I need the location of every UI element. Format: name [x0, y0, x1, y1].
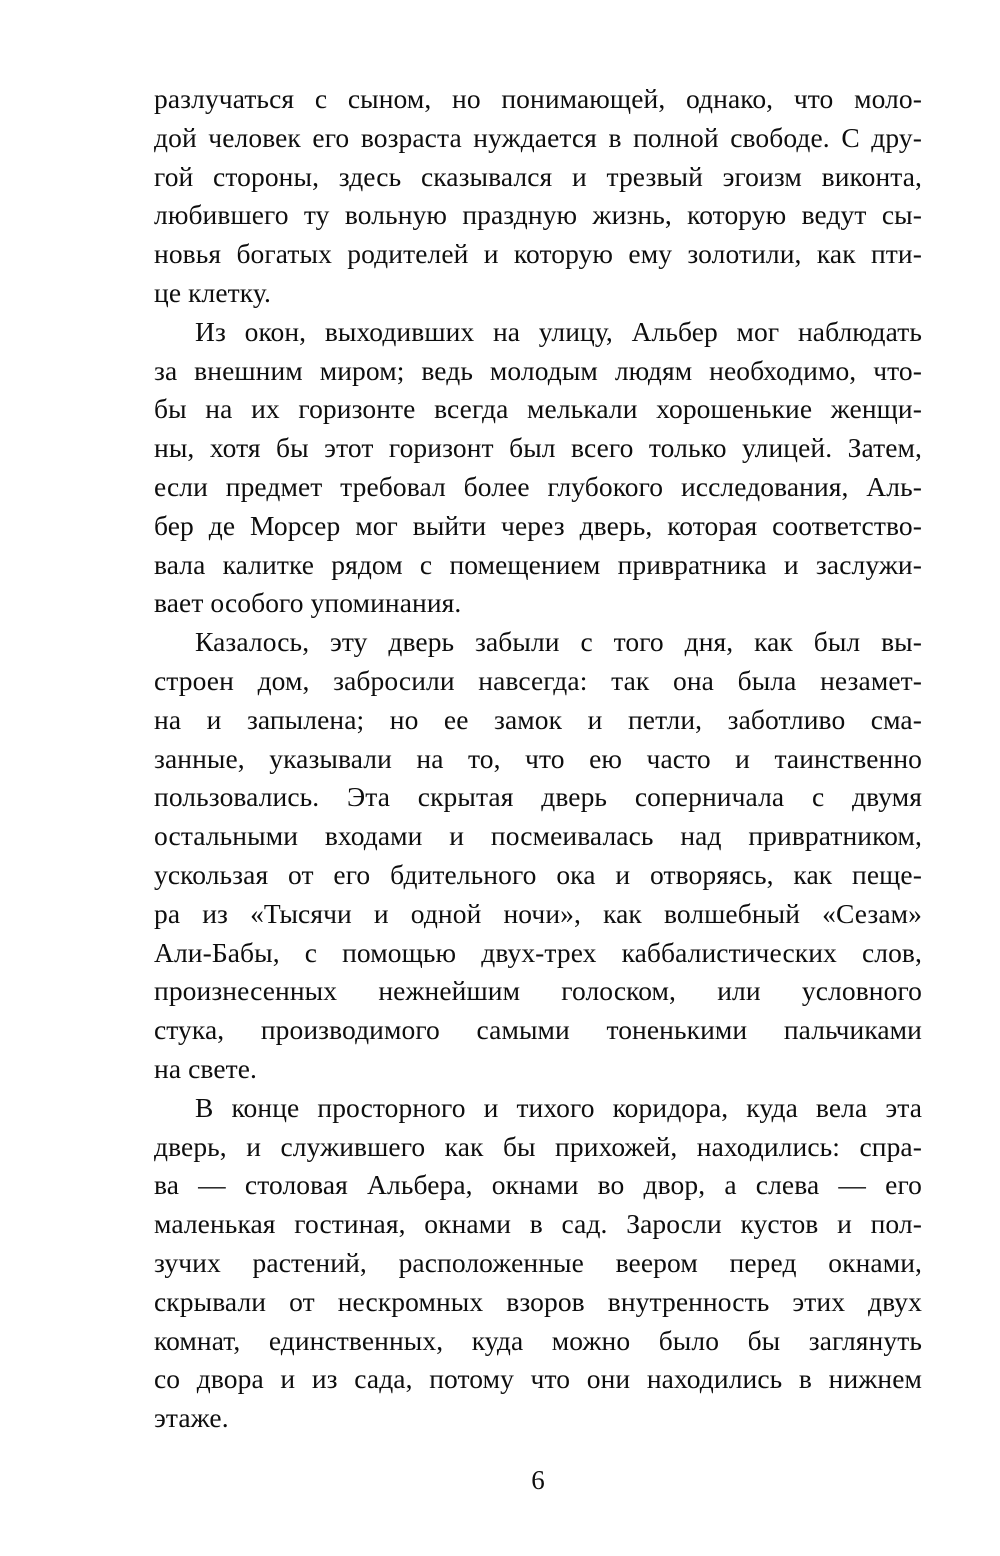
- text-line: Казалось, эту дверь забыли с того дня, как был вы-: [195, 626, 922, 658]
- text-line: если предмет требовал более глубокого исследования, Аль-: [154, 470, 922, 502]
- text-line: стука, производимого самыми тоненькими пальчиками: [154, 1014, 922, 1046]
- text-line: вает особого упоминания.: [154, 587, 462, 619]
- text-line: скрывали от нескромных взоров внутренность этих двух: [154, 1285, 922, 1317]
- text-line: бер де Морсер мог выйти через дверь, которая соответство-: [154, 509, 922, 541]
- text-line: строен дом, забросили навсегда: так она была незамет-: [154, 664, 922, 696]
- text-line: занные, указывали на то, что ею часто и таинственно: [154, 742, 922, 774]
- text-line: дой человек его возраста нуждается в полной свободе. С дру-: [154, 121, 922, 153]
- text-line: гой стороны, здесь сказывался и трезвый эгоизм виконта,: [154, 160, 922, 192]
- text-line: вала калитке рядом с помещением привратника и заслужи-: [154, 548, 922, 580]
- text-line: за внешним миром; ведь молодым людям необходимо, что-: [154, 354, 922, 386]
- paragraph: [154, 313, 922, 623]
- text-line: ны, хотя бы этот горизонт был всего только улицей. Затем,: [154, 432, 922, 464]
- text-line: зучих растений, расположенные веером перед окнами,: [154, 1246, 922, 1278]
- text-line: этаже.: [154, 1402, 229, 1434]
- text-line: любившего ту вольную праздную жизнь, которую ведут сы-: [154, 199, 922, 231]
- text-line: це клетку.: [154, 276, 271, 308]
- text-line: пользовались. Эта скрытая дверь соперничала с двумя: [154, 781, 922, 813]
- text-line: В конце просторного и тихого коридора, куда вела эта: [195, 1091, 922, 1123]
- text-line: ускользая от его бдительного ока и отворяясь, как пеще-: [154, 858, 922, 890]
- text-line: остальными входами и посмеивалась над привратником,: [154, 820, 922, 852]
- text-line: на свете.: [154, 1052, 258, 1084]
- text-line: комнат, единственных, куда можно было бы заглянуть: [154, 1324, 922, 1356]
- text-line: на и запылена; но ее замок и петли, заботливо сма-: [154, 703, 922, 735]
- text-line: со двора и из сада, потому что они находились в нижнем: [154, 1363, 922, 1395]
- paragraph: [154, 80, 922, 313]
- text-line: ва — столовая Альбера, окнами во двор, а слева — его: [154, 1169, 922, 1201]
- text-line: произнесенных нежнейшим голоском, или условного: [154, 975, 922, 1007]
- page-text: [154, 80, 922, 1438]
- text-line: разлучаться с сыном, но понимающей, однако, что моло-: [154, 83, 922, 114]
- text-line: дверь, и служившего как бы прихожей, находились: спра-: [154, 1130, 922, 1162]
- text-line: бы на их горизонте всегда мелькали хорошенькие женщи-: [154, 393, 922, 425]
- text-line: новья богатых родителей и которую ему золотили, как пти-: [154, 238, 922, 270]
- text-line: Из окон, выходивших на улицу, Альбер мог наблюдать: [195, 315, 922, 347]
- paragraph: [154, 623, 922, 1089]
- paragraph: [154, 1089, 922, 1438]
- text-line: маленькая гостиная, окнами в сад. Заросли кустов и пол-: [154, 1208, 922, 1240]
- page-number: 6: [531, 1465, 545, 1495]
- text-line: ра из «Тысячи и одной ночи», как волшебный «Сезам»: [154, 897, 922, 929]
- text-line: Али-Бабы, с помощью двух-трех каббалистических слов,: [154, 936, 922, 968]
